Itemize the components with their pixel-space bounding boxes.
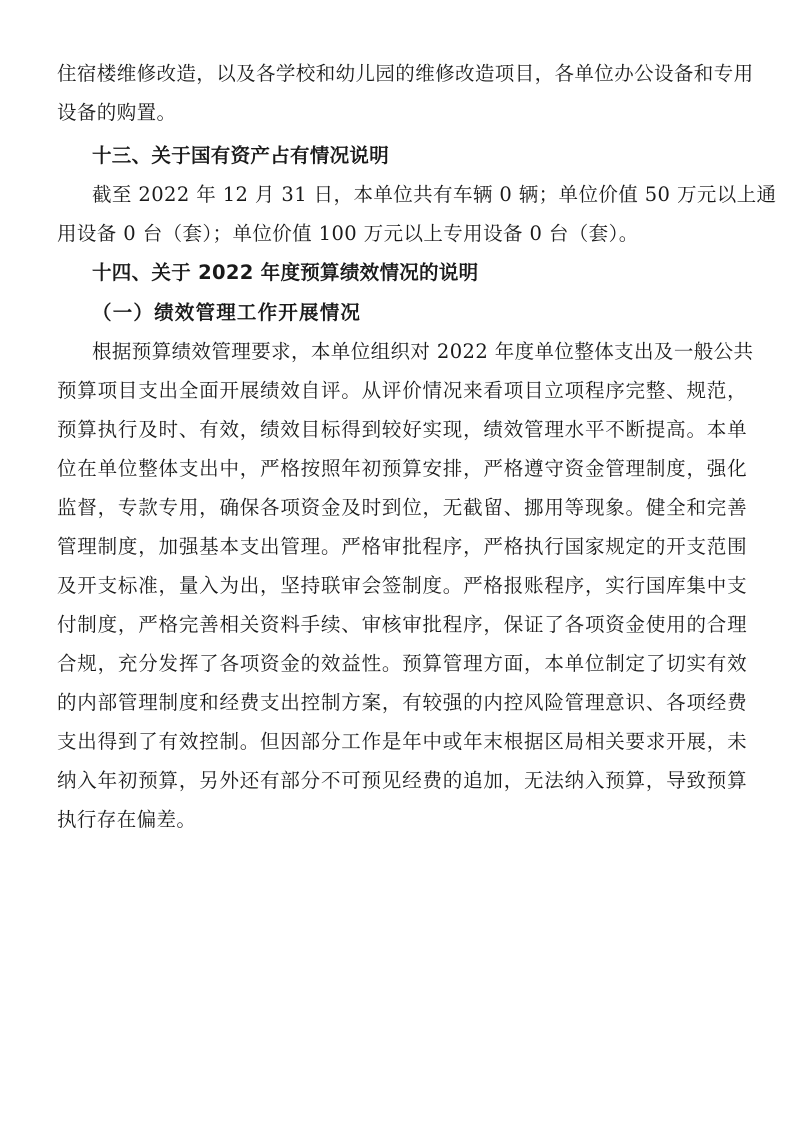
body-line-12: 纳入年初预算，另外还有部分不可预见经费的追加，无法纳入预算，导致预算 [57,769,747,792]
body-line-7: 及开支标准，量入为出，坚持联审会签制度。严格报账程序，实行国库集中支 [57,574,747,597]
body-line-3: 预算执行及时、有效，绩效目标得到较好实现，绩效管理水平不断提高。本单 [57,418,747,441]
body-line-13: 执行存在偏差。 [57,808,197,831]
section-13-line-1: 截至 2022 年 12 月 31 日，本单位共有车辆 0 辆；单位价值 50 万元以上通 [92,183,777,206]
body-line-9: 合规，充分发挥了各项资金的效益性。预算管理方面，本单位制定了切实有效 [57,652,747,675]
section-13-line-2: 用设备 0 台（套）；单位价值 100 万元以上专用设备 0 台（套）。 [57,222,639,245]
body-line-10: 的内部管理制度和经费支出控制方案，有较强的内控风险管理意识、各项经费 [57,691,747,714]
body-line-11: 支出得到了有效控制。但因部分工作是年中或年末根据区局相关要求开展，未 [57,730,747,753]
body-line-5: 监督，专款专用，确保各项资金及时到位，无截留、挪用等现象。健全和完善 [57,496,747,519]
body-line-4: 位在单位整体支出中，严格按照年初预算安排，严格遵守资金管理制度，强化 [57,457,747,480]
intro-line-1: 住宿楼维修改造，以及各学校和幼儿园的维修改造项目，各单位办公设备和专用 [57,62,754,85]
body-line-8: 付制度，严格完善相关资料手续、审核审批程序，保证了各项资金使用的合理 [57,613,747,636]
body-line-6: 管理制度，加强基本支出管理。严格审批程序，严格执行国家规定的开支范围 [57,535,747,558]
section-14-heading: 十四、关于 2022 年度预算绩效情况的说明 [92,261,479,284]
section-14-subheading: （一）绩效管理工作开展情况 [92,301,362,324]
body-line-2: 预算项目支出全面开展绩效自评。从评价情况来看项目立项程序完整、规范， [57,379,747,402]
intro-line-2: 设备的购置。 [57,101,177,124]
section-13-heading: 十三、关于国有资产占有情况说明 [92,144,390,167]
body-line-1: 根据预算绩效管理要求，本单位组织对 2022 年度单位整体支出及一般公共 [92,340,754,363]
